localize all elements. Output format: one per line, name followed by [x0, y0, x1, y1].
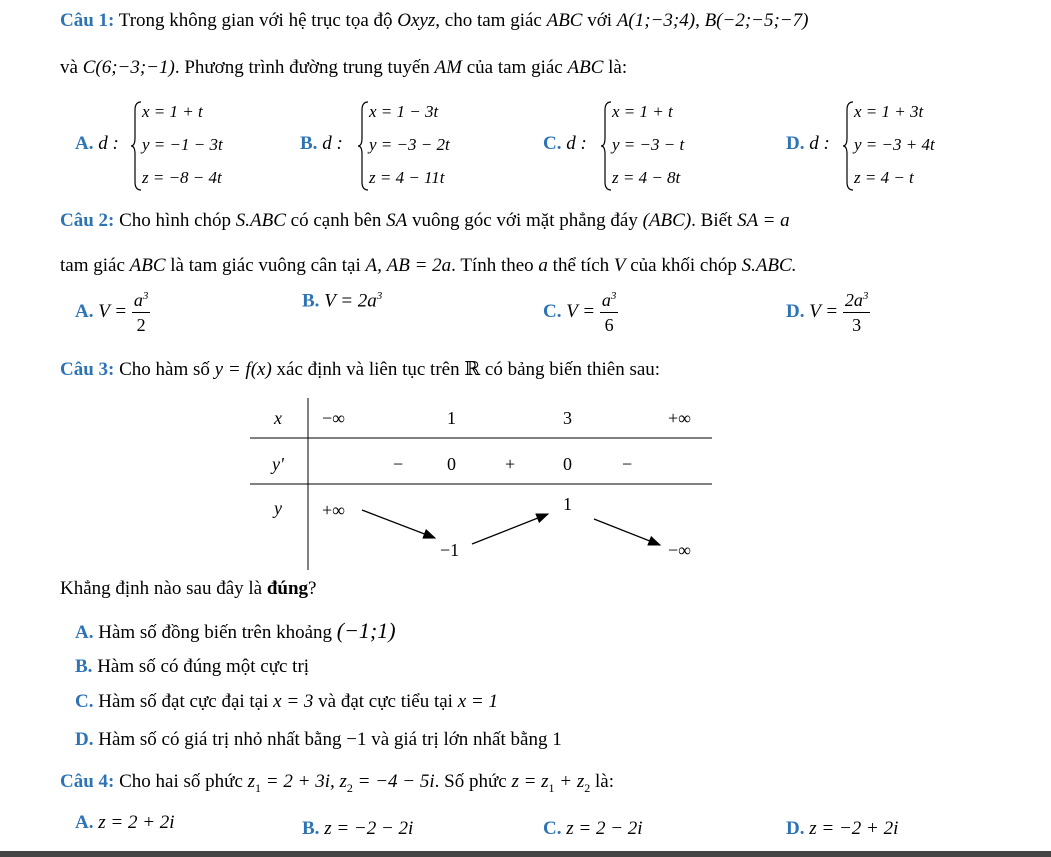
- q4-option-b[interactable]: B. z = −2 − 2i: [302, 818, 414, 839]
- q2-option-a[interactable]: A. V = $\frac{a^3}{2}$: [75, 290, 149, 335]
- q3-line1: Câu 3: Cho hàm số y = f(x) xác định và liên tục trên ℝ có bảng biến thiên sau:: [60, 359, 661, 380]
- q3-ask: Khẳng định nào sau đây là đúng?: [60, 578, 317, 599]
- brace-icon: [842, 100, 854, 192]
- q2-option-c[interactable]: C. V = $\frac{a^3}{6}$: [543, 290, 617, 335]
- q1-option-d[interactable]: D. d :: [786, 133, 830, 154]
- brace-icon: [600, 100, 612, 192]
- y-val: −∞: [668, 540, 691, 560]
- q3-option-b[interactable]: B. Hàm số có đúng một cực trị: [75, 656, 310, 677]
- q3-option-c[interactable]: C. Hàm số đạt cực đại tại x = 3 và đạt cực tiểu tại x = 1: [75, 691, 498, 712]
- x-val: 1: [447, 408, 456, 428]
- point-c: C(6;−3;−1): [82, 57, 175, 78]
- q1-option-c[interactable]: C. d :: [543, 133, 587, 154]
- y-val: −1: [440, 540, 460, 560]
- q1-option-a[interactable]: A. d :: [75, 133, 119, 154]
- y-header: y: [274, 498, 282, 518]
- brace-icon: [357, 100, 369, 192]
- yp-sign: −: [622, 454, 633, 474]
- q2-line1: Câu 2: Cho hình chóp S.ABC có cạnh bên SA vuông góc với mặt phẳng đáy (ABC). Biết SA = a: [60, 210, 790, 231]
- q2-option-d[interactable]: D. V = $\frac{2a^3}{3}$: [786, 290, 869, 335]
- yprime-header: y': [272, 454, 284, 474]
- q1-option-b[interactable]: B. d :: [300, 133, 343, 154]
- q2-option-b[interactable]: B. $V = 2a^3$: [302, 290, 383, 312]
- x-val: +∞: [668, 408, 691, 428]
- q4-option-a[interactable]: A. z = 2 + 2i: [75, 812, 175, 833]
- question-label: Câu 4:: [60, 771, 115, 792]
- q1-line1: Câu 1: Trong không gian với hệ trục tọa độ Oxyz, cho tam giác ABC với A(1;−3;4), B(−2;−5;−7): [60, 10, 809, 31]
- arrow-up: [472, 514, 548, 544]
- x-val: 3: [563, 408, 572, 428]
- brace-icon: [130, 100, 142, 192]
- q2-line2: tam giác ABC là tam giác vuông cân tại A, AB = 2a. Tính theo a thể tích V của khối chóp S.ABC.: [60, 255, 797, 276]
- y-val: +∞: [322, 500, 345, 520]
- yp-sign: −: [393, 454, 404, 474]
- question-label: Câu 3:: [60, 359, 115, 380]
- point-b: B(−2;−5;−7): [704, 10, 809, 31]
- q3-option-a[interactable]: A. Hàm số đồng biến trên khoảng (−1;1): [75, 618, 396, 643]
- yp-zero: 0: [447, 454, 456, 474]
- q4-option-d[interactable]: D. z = −2 + 2i: [786, 818, 899, 839]
- q4-line1: Câu 4: Cho hai số phức $z_1 = 2 + 3i$, $z_2 = -4 - 5i$. Số phức $z = z_1 + z_2$ là:: [60, 771, 615, 795]
- yp-sign: +: [505, 454, 516, 474]
- table-lines: [250, 398, 720, 570]
- variation-table: [250, 398, 720, 570]
- x-header: x: [274, 408, 282, 428]
- yp-zero: 0: [563, 454, 572, 474]
- x-val: −∞: [322, 408, 345, 428]
- arrow-down-2: [594, 519, 660, 545]
- q4-option-c[interactable]: C. z = 2 − 2i: [543, 818, 643, 839]
- window-bottom-bar: [0, 851, 1051, 857]
- q1-line2: và C(6;−3;−1). Phương trình đường trung tuyến AM của tam giác ABC là:: [60, 57, 628, 78]
- q3-option-d[interactable]: D. Hàm số có giá trị nhỏ nhất bằng −1 và giá trị lớn nhất bằng 1: [75, 729, 562, 750]
- question-label: Câu 1:: [60, 10, 115, 31]
- y-val: 1: [563, 494, 572, 514]
- question-label: Câu 2:: [60, 210, 115, 231]
- arrow-down-1: [362, 510, 435, 538]
- point-a: A(1;−3;4): [616, 10, 696, 31]
